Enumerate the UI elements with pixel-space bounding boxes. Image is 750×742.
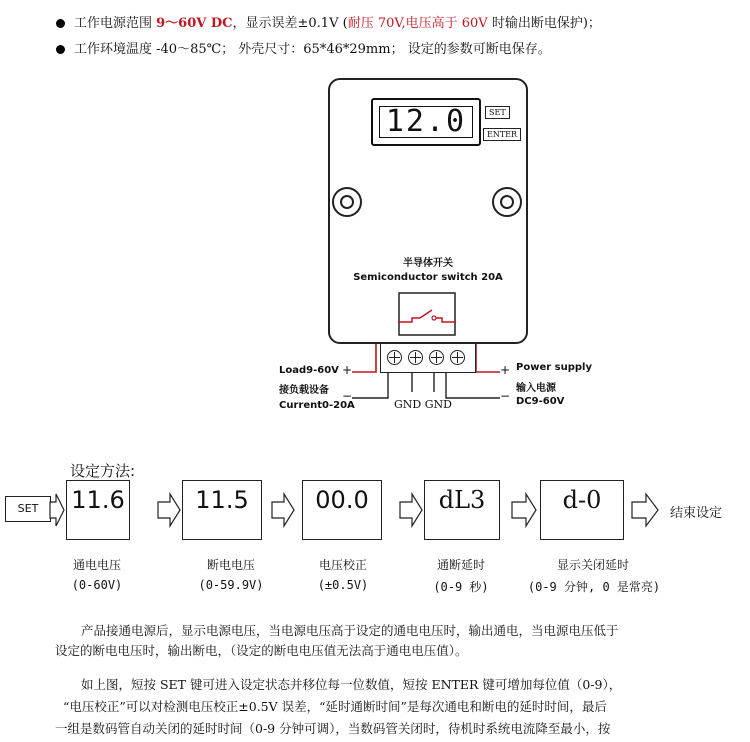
step-range-1: (0-60V) — [71, 578, 123, 592]
set-button[interactable]: SET — [485, 106, 510, 119]
desc-para2-line3: 一组是数码管自动关闭的延时时间（0-9 分钟可调），当数码管关闭时，待机时系统电流降至最小，按 — [55, 721, 611, 736]
arrow-icon — [632, 494, 658, 526]
step-caption-5: 显示关闭延时 — [556, 558, 629, 572]
step-range-4: (0-9 秒) — [433, 580, 489, 594]
load-label: Load9-60V — [279, 365, 339, 376]
arrow-icon — [158, 494, 180, 526]
setup-title: 设定方法: — [70, 462, 136, 480]
setup-start-set-button: SET — [5, 496, 51, 522]
spec-line-env: 工作环境温度 -40～85℃； 外壳尺寸：65*46*29mm； 设定的参数可断电保存。 — [56, 38, 551, 57]
step-range-2: (0-59.9V) — [198, 578, 264, 592]
step-display-3: 00.0 — [302, 480, 382, 540]
end-setup-label: 结束设定 — [670, 506, 723, 521]
lcd-display — [371, 98, 481, 146]
arrow-icon — [50, 494, 64, 526]
arrow-icon — [512, 494, 536, 526]
power-plus-sign: + — [500, 363, 511, 377]
terminal-screw-icon — [408, 350, 423, 365]
enter-button[interactable]: ENTER — [483, 128, 521, 141]
load-minus-sign: − — [342, 389, 353, 403]
terminal-screw-icon — [450, 350, 465, 365]
current-label: Current0-20A — [279, 400, 355, 411]
device-label-en: Semiconductor switch 20A — [353, 272, 503, 283]
switch-module — [328, 78, 528, 344]
gnd-label: GND GND — [394, 398, 452, 411]
power-label-cn: 输入电源 — [516, 383, 556, 394]
step-caption-3: 电压校正 — [318, 558, 367, 572]
step-display-2: 11.5 — [182, 480, 262, 540]
arrow-icon — [272, 494, 294, 526]
terminal-block — [380, 343, 476, 373]
mount-screw-right-icon — [492, 187, 522, 217]
desc-para2-line2: “电压校正”可以对检测电压校正±0.5V 误差，“延时通断时间”是每次通电和断电的延时时间，最后 — [63, 699, 607, 714]
mount-screw-left-icon — [332, 187, 362, 217]
step-range-5: (0-9 分钟, 0 是常亮) — [527, 580, 661, 594]
load-label-cn: 接负载设备 — [279, 385, 329, 396]
load-plus-sign: + — [342, 363, 353, 377]
step-caption-1: 通电电压 — [72, 558, 121, 572]
desc-para1-line2: 设定的断电电压时，输出断电，（设定的断电电压值无法高于通电电压值）。 — [55, 643, 468, 658]
step-display-4: dL3 — [424, 480, 500, 540]
dc-label: DC9-60V — [516, 396, 565, 407]
terminal-screw-icon — [387, 350, 402, 365]
power-label: Power supply — [516, 362, 592, 373]
step-display-5: d-0 — [540, 480, 624, 540]
switch-symbol-icon — [398, 292, 456, 336]
step-caption-4: 通断延时 — [436, 558, 485, 572]
terminal-screw-icon — [429, 350, 444, 365]
step-caption-2: 断电电压 — [206, 558, 255, 572]
step-display-1: 11.6 — [66, 480, 130, 540]
lcd-value: 12.0 — [379, 106, 473, 138]
spec-line-power: 工作电源范围 9～60V DC，显示误差±0.1V (耐压 70V,电压高于 60V 时输出断电保护)； — [56, 12, 601, 31]
device-label-cn: 半导体开关 — [403, 258, 453, 269]
power-minus-sign: − — [500, 389, 511, 403]
arrow-icon — [400, 494, 422, 526]
desc-para2-line1: 如上图，短按 SET 键可进入设定状态并移位每一位数值，短按 ENTER 键可增加每位值（0-9）， — [81, 677, 622, 692]
step-range-3: (±0.5V) — [317, 578, 369, 592]
desc-para1-line1: 产品接通电源后，显示电源电压，当电源电压高于设定的通电电压时，输出通电，当电源电压低于 — [81, 623, 619, 638]
